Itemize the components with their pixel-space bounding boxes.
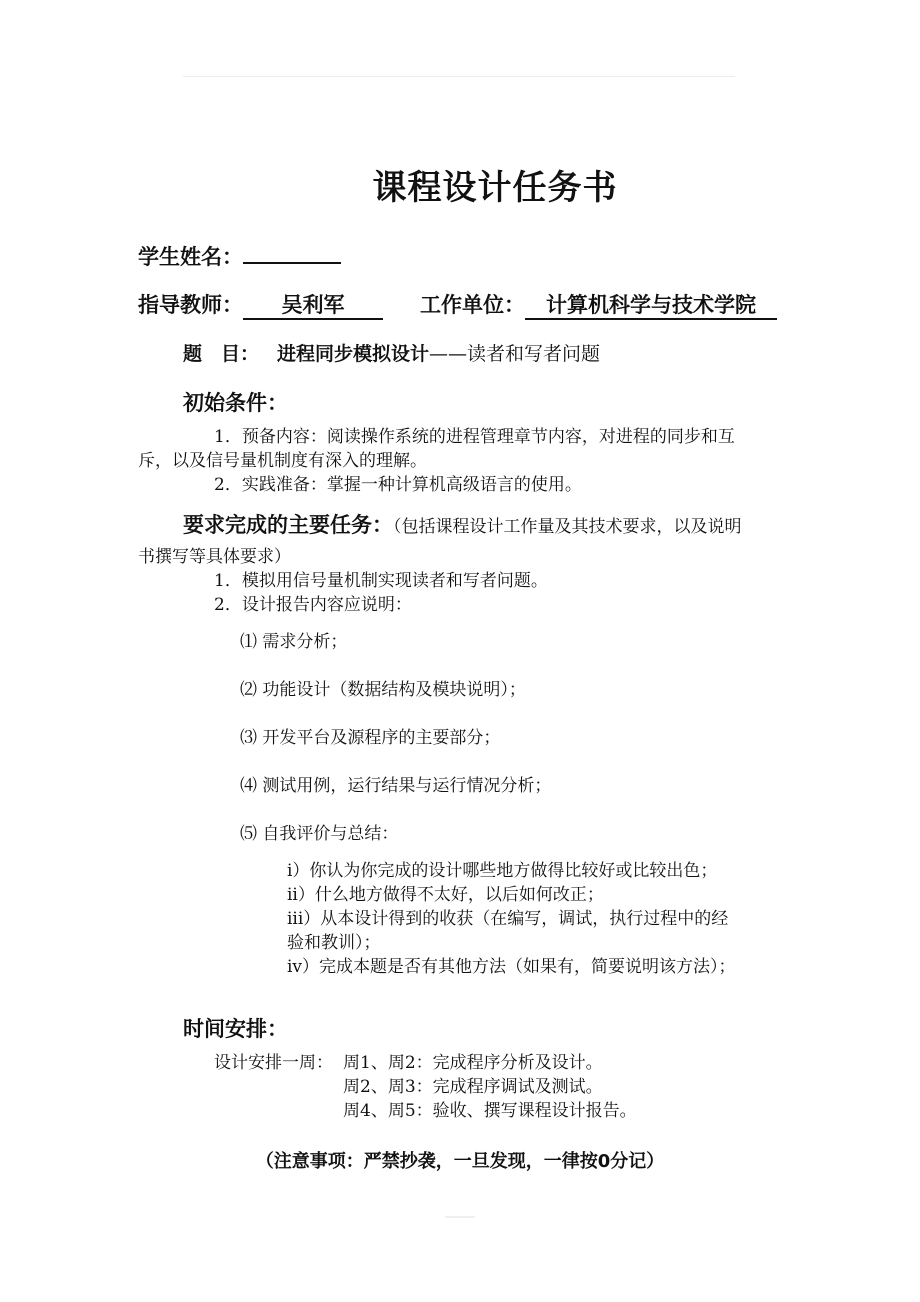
tasks-note: （包括课程设计工作量及其技术要求，以及说明 (393, 517, 742, 537)
schedule-row-2: 周2、周3：完成程序调试及测试。 (343, 1077, 603, 1097)
schedule-row-3: 周4、周5：验收、撰写课程设计报告。 (343, 1101, 637, 1121)
student-name-label: 学生姓名： (138, 245, 243, 269)
eval-item-2: ii）什么地方做得不太好，以后如何改正； (287, 885, 604, 905)
topic-row (183, 339, 600, 366)
footer-mark (445, 1216, 475, 1218)
report-item-4: ⑷ 测试用例，运行结果与运行情况分析； (240, 776, 552, 796)
unit-label: 工作单位： (420, 293, 525, 317)
tasks-heading: 要求完成的主要任务： (183, 513, 393, 537)
advisor-field: 吴利军 (243, 292, 383, 320)
eval-item-3-cont: 验和教训）； (287, 933, 381, 953)
schedule-heading: 时间安排： (183, 1017, 288, 1041)
report-item-5: ⑸ 自我评价与总结： (240, 824, 399, 844)
task-item-2: 2．设计报告内容应说明： (214, 595, 412, 615)
notice: （注意事项：严禁抄袭，一旦发现，一律按0分记） (255, 1151, 665, 1172)
tasks-heading-row (183, 509, 742, 539)
topic-sub: ——读者和写者问题 (429, 343, 601, 365)
eval-item-4: iv）完成本题是否有其他方法（如果有，简要说明该方法）； (287, 957, 736, 977)
schedule-row-1: 周1、周2：完成程序分析及设计。 (343, 1053, 603, 1073)
student-name-field (243, 262, 341, 264)
task-item-1: 1．模拟用信号量机制实现读者和写者问题。 (214, 571, 548, 591)
advisor-label: 指导教师： (138, 293, 243, 317)
schedule-prefix: 设计安排一周： (214, 1053, 333, 1073)
tasks-note-cont: 书撰写等具体要求） (138, 547, 291, 567)
report-item-2: ⑵ 功能设计（数据结构及模块说明）； (240, 680, 526, 700)
initial-item-1: 1．预备内容：阅读操作系统的进程管理章节内容，对进程的同步和互 (214, 427, 735, 447)
eval-item-1: i）你认为你完成的设计哪些地方做得比较好或比较出色； (287, 861, 718, 881)
initial-item-1-cont: 斥，以及信号量机制度有深入的理解。 (138, 451, 427, 471)
advisor-row (138, 289, 383, 320)
topic-main: 进程同步模拟设计 (277, 343, 430, 365)
student-name-row (138, 241, 341, 271)
report-item-3: ⑶ 开发平台及源程序的主要部分； (240, 728, 501, 748)
initial-item-2: 2．实践准备：掌握一种计算机高级语言的使用。 (214, 475, 582, 495)
page-title: 课程设计任务书 (372, 168, 618, 208)
initial-heading: 初始条件： (183, 391, 288, 415)
topic-label: 题 目： (183, 343, 260, 365)
unit-row (420, 289, 777, 320)
eval-item-3: iii）从本设计得到的收获（在编写，调试，执行过程中的经 (287, 909, 729, 929)
report-item-1: ⑴ 需求分析； (240, 632, 348, 652)
header-rule (183, 76, 735, 77)
unit-field: 计算机科学与技术学院 (525, 292, 777, 320)
